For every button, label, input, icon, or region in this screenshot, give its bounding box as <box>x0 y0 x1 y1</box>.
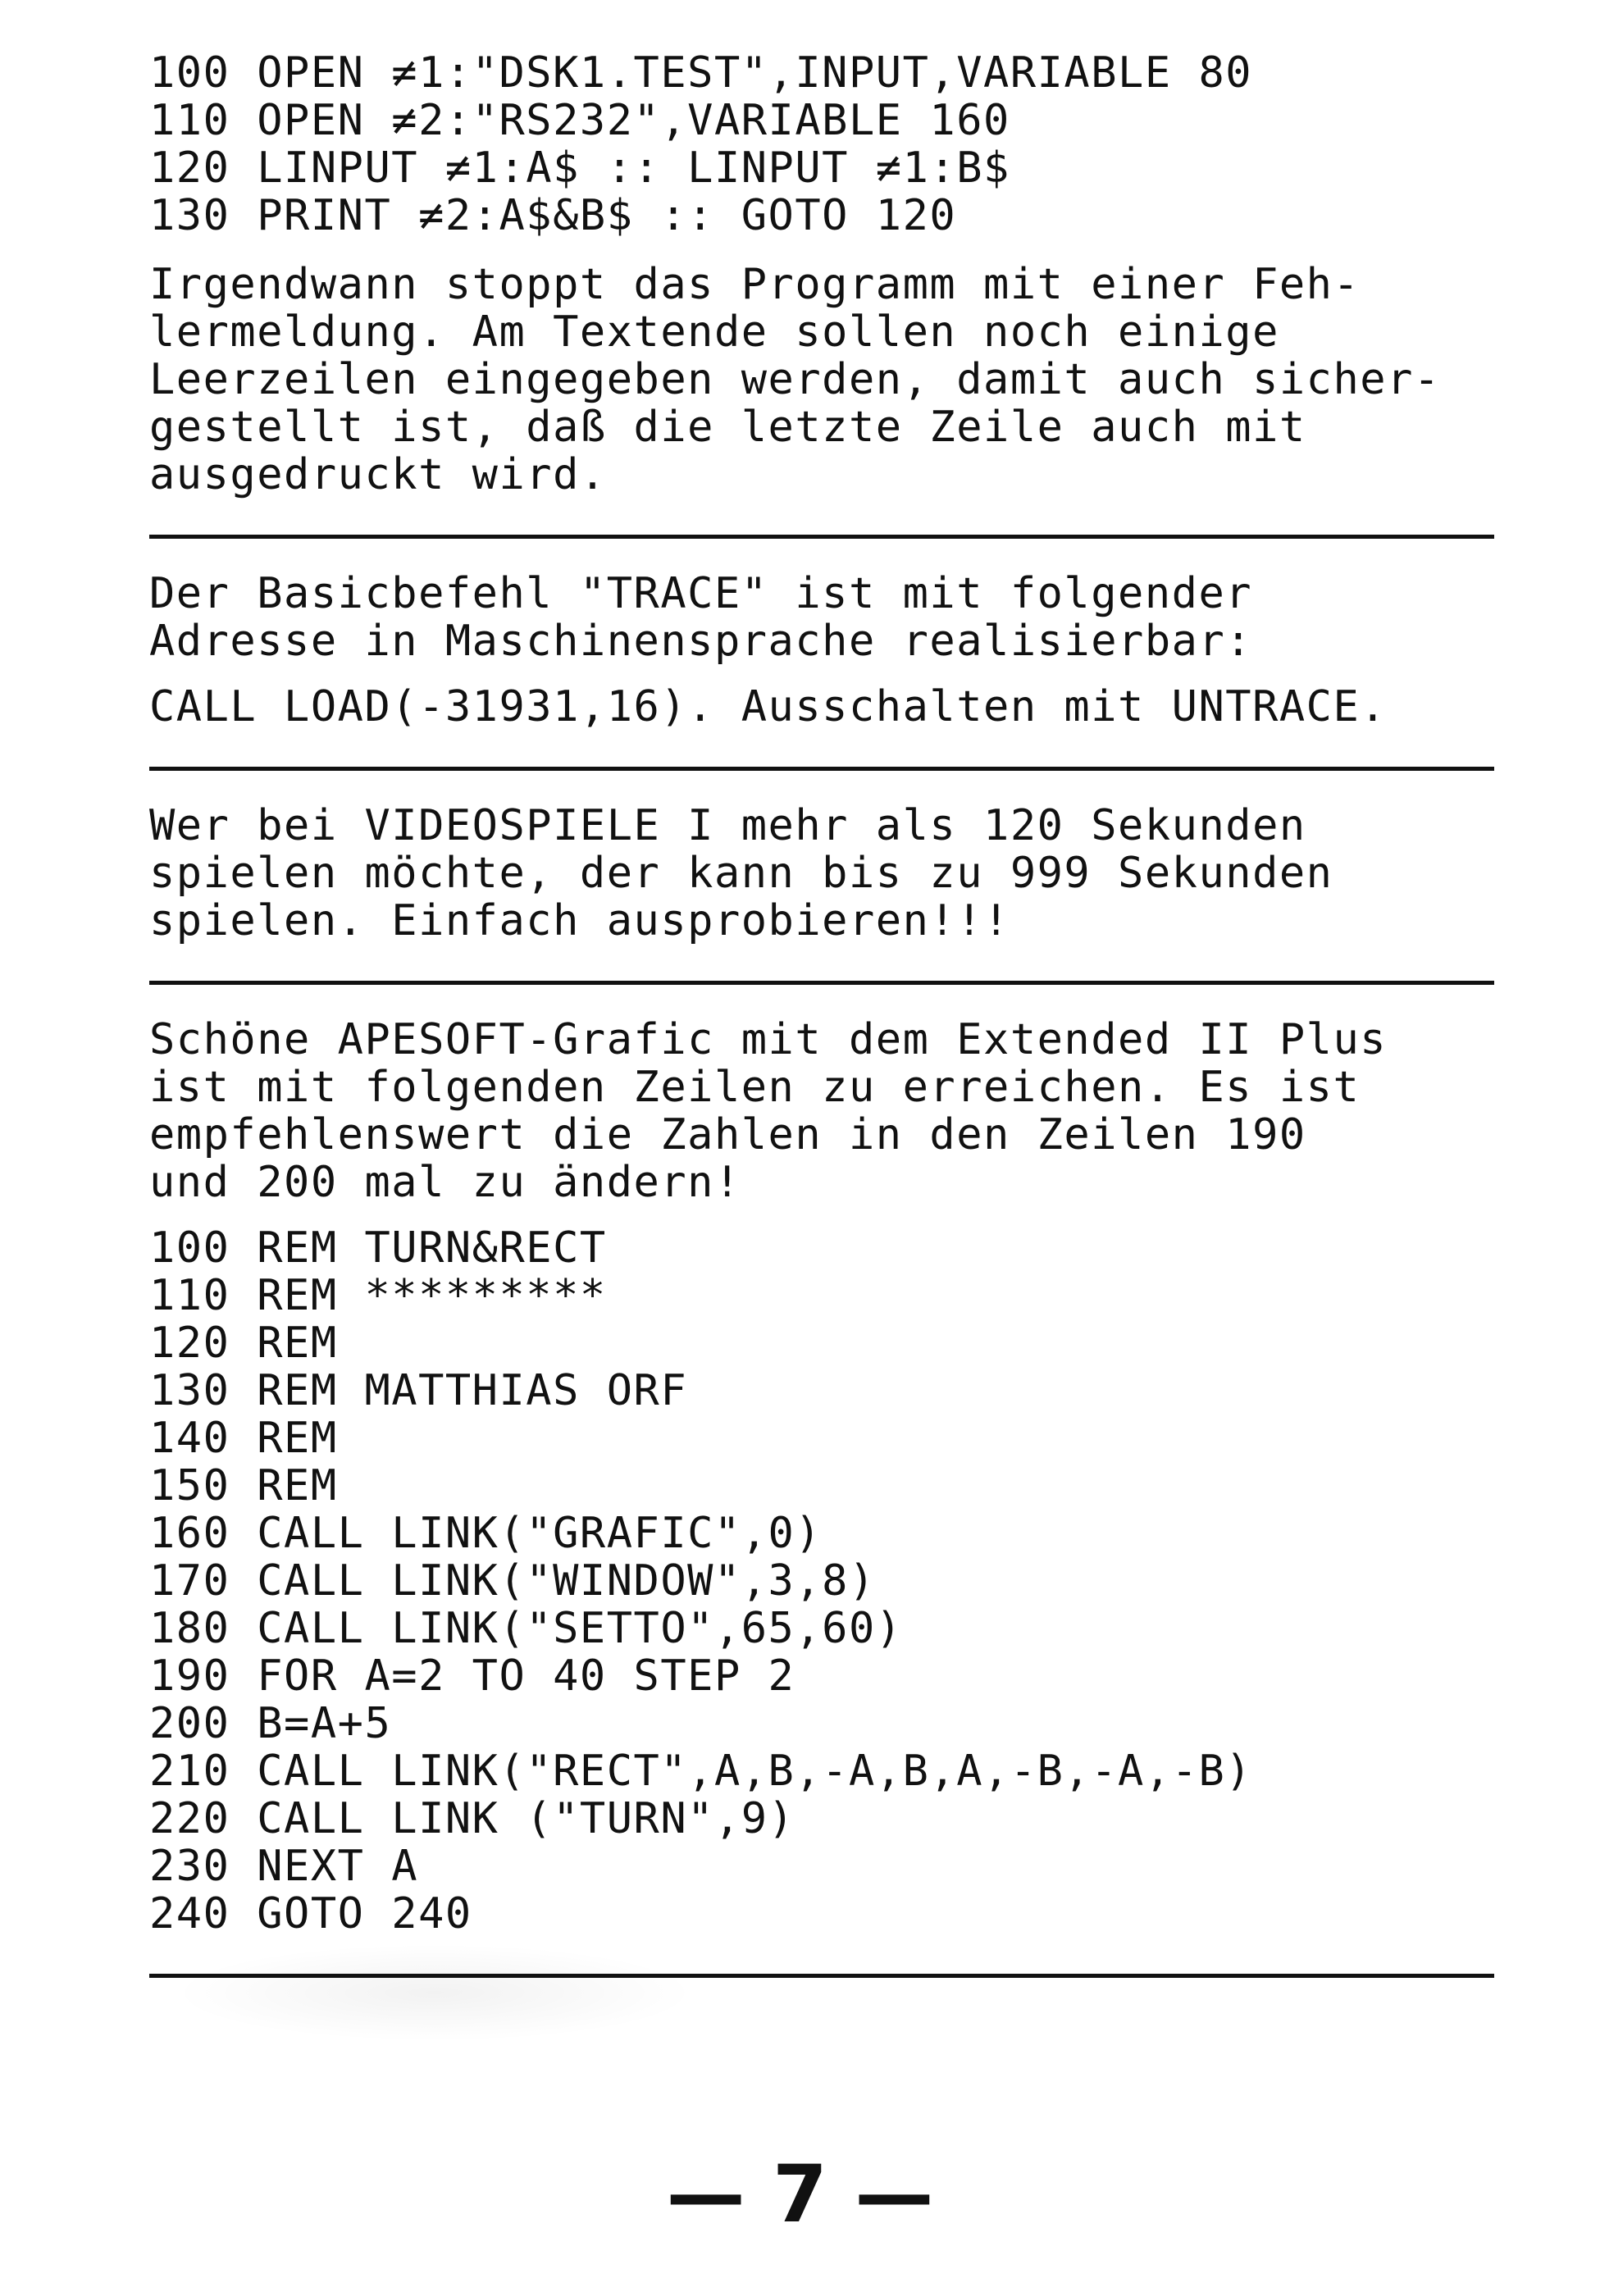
text-line: empfehlenswert die Zahlen in den Zeilen 190 <box>149 1110 1306 1159</box>
text-line: Der Basicbefehl "TRACE" ist mit folgender <box>149 569 1253 618</box>
code-listing-1 <box>149 49 1494 239</box>
tip-trace <box>149 570 1494 731</box>
text-line: ist mit folgenden Zeilen zu erreichen. Es ist <box>149 1063 1361 1112</box>
code-line: 160 CALL LINK("GRAFIC",0) <box>149 1509 823 1558</box>
code-line: 180 CALL LINK("SETTO",65,60) <box>149 1604 903 1653</box>
code-line: 170 CALL LINK("WINDOW",3,8) <box>149 1556 876 1606</box>
text-line: Irgendwann stoppt das Programm mit einer Feh- <box>149 260 1361 309</box>
section-divider <box>149 767 1494 771</box>
text-line: lermeldung. Am Textende sollen noch einige <box>149 308 1279 357</box>
text-line: spielen möchte, der kann bis zu 999 Sekunden <box>149 849 1333 898</box>
text-line: Wer bei VIDEOSPIELE I mehr als 120 Sekunden <box>149 801 1306 850</box>
code-line: 100 REM TURN&RECT <box>149 1223 607 1273</box>
code-line: 150 REM <box>149 1461 338 1510</box>
code-line: 230 NEXT A <box>149 1842 419 1891</box>
page-number: — 7 — <box>666 2148 934 2240</box>
code-line: 220 CALL LINK ("TURN",9) <box>149 1794 795 1843</box>
code-line: 120 REM <box>149 1319 338 1368</box>
text-line: und 200 mal zu ändern! <box>149 1158 741 1207</box>
text-line: ausgedruckt wird. <box>149 450 607 499</box>
tip-videospiele <box>149 802 1494 945</box>
section-divider <box>149 1974 1494 1978</box>
section-divider <box>149 535 1494 539</box>
code-line: 200 B=A+5 <box>149 1699 392 1748</box>
code-line: 240 GOTO 240 <box>149 1889 472 1938</box>
code-line: 140 REM <box>149 1414 338 1463</box>
code-line: 110 OPEN ≠2:"RS232",VARIABLE 160 <box>149 96 1010 145</box>
tip-apesoft <box>149 1016 1494 1938</box>
paragraph-1 <box>149 261 1494 499</box>
section-divider <box>149 981 1494 985</box>
text-line: spielen. Einfach ausprobieren!!! <box>149 896 1010 945</box>
code-line: 210 CALL LINK("RECT",A,B,-A,B,A,-B,-A,-B) <box>149 1747 1253 1796</box>
document-page <box>149 49 1494 2009</box>
text-line: Adresse in Maschinensprache realisierbar: <box>149 617 1253 666</box>
code-line: 110 REM ********* <box>149 1271 607 1320</box>
text-line: Schöne APESOFT-Grafic mit dem Extended II Plus <box>149 1015 1388 1064</box>
code-line: 120 LINPUT ≠1:A$ :: LINPUT ≠1:B$ <box>149 144 1010 193</box>
text-line: Leerzeilen eingegeben werden, damit auch sicher- <box>149 355 1441 404</box>
code-line: 130 PRINT ≠2:A$&B$ :: GOTO 120 <box>149 191 957 240</box>
text-line: gestellt ist, daß die letzte Zeile auch mit <box>149 403 1306 452</box>
trace-command: CALL LOAD(-31931,16). Ausschalten mit UNTRACE. <box>149 682 1388 731</box>
code-line: 130 REM MATTHIAS ORF <box>149 1366 688 1415</box>
code-line: 190 FOR A=2 TO 40 STEP 2 <box>149 1651 795 1701</box>
code-line: 100 OPEN ≠1:"DSK1.TEST",INPUT,VARIABLE 80 <box>149 48 1253 98</box>
